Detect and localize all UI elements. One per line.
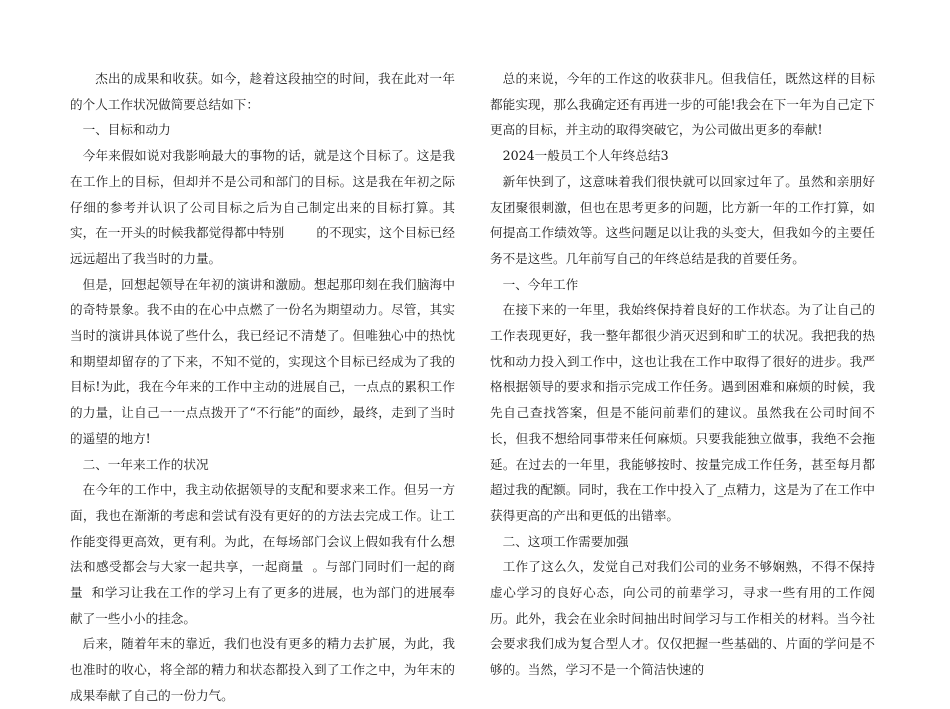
paragraph: 今年来假如说对我影响最大的事物的话，就是这个目标了。这是我在工作上的目标，但却并不是公司和部门的目标。这是我在年初之际仔细的参考并认识了公司目标之后为自己制定出来的目标打算。其实，在一开头的时候我都觉得都中特别 的不现实，这个目标已经远远超出了我当时的力量。 <box>70 148 455 266</box>
section-heading: 二、这项工作需要加强 <box>502 533 629 549</box>
paragraph: 工作了这么久，发觉自己对我们公司的业务不够娴熟，不得不保持虚心学习的良好心态，向公司的前辈学习，寻求一些有用的工作阅历。此外，我会在业余时间抽出时间学习与工作相关的材料。当今社会要求我们成为复合型人才。仅仅把握一些基础的、片面的学问是不够的。当然，学习不是一个简洁快速的 <box>490 559 875 678</box>
right-column <box>490 66 875 683</box>
paragraph: 在今年的工作中，我主动依据领导的支配和要求来工作。但另一方面，我也在渐渐的考虑和尝试有没有更好的的方法去完成工作。让工作能变得更高效，更有利。为此，在每场部门会议上假如我有什么想法和感受都会与大家一起共享，一起商量 。与部门同时们一起的商量 和学习让我在工作的学习上有了更多的进展，也为部门的进展奉献了一些小小的挂念。 <box>70 482 455 626</box>
section-heading: 一、今年工作 <box>502 276 579 292</box>
paragraph: 总的来说，今年的工作这的收获非凡。但我信任，既然这样的目标都能实现，那么我确定还有再进一步的可能!我会在下一年为自己定下更高的目标，并主动的取得突破它，为公司做出更多的奉献! <box>490 71 875 138</box>
paragraph: 杰出的成果和收获。如今，趁着这段抽空的时间，我在此对一年的个人工作状况做简要总结如下： <box>70 71 455 112</box>
document-title: 2024一般员工个人年终总结3 <box>502 148 669 164</box>
paragraph: 后来，随着年末的靠近，我们也没有更多的精力去扩展，为此，我也准时的收心，将全部的精力和状态都投入到了工作之中，为年末的成果奉献了自己的一份力气。 <box>70 636 455 703</box>
left-column <box>70 66 455 709</box>
paragraph: 但是，回想起领导在年初的演讲和激励。想起那印刻在我们脑海中的奇特景象。我不由的在心中点燃了一份名为期望动力。尽管，其实当时的演讲具体说了些什么，我已经记不清楚了。但唯独心中的热忱和期望却留存的了下来，不知不觉的，实现这个目标已经成为了我的目标!为此，我在今年来的工作中主动的进展自己，一点点的累积工作的力量，让自己一一点点拨开了“不行能”的面纱，最终，走到了当时的遥望的地方! <box>70 276 455 446</box>
paragraph: 在接下来的一年里，我始终保持着良好的工作状态。为了让自己的工作表现更好，我一整年都很少消灭迟到和旷工的状况。我把我的热忱和动力投入到工作中，这也让我在工作中取得了很好的进步。我严格根据领导的要求和指示完成工作任务。遇到困难和麻烦的时候，我先自己查找答案，但是不能问前辈们的建议。虽然我在公司时间不长，但我不想给同事带来任何麻烦。只要我能独立做事，我绝不会拖延。在过去的一年里，我能够按时、按量完成工作任务，甚至每月都超过我的配额。同时，我在工作中投入了_点精力，这是为了在工作中获得更高的产出和更低的出错率。 <box>490 302 875 523</box>
section-heading: 一、目标和动力 <box>82 122 171 138</box>
section-heading: 二、一年来工作的状况 <box>82 456 209 472</box>
paragraph: 新年快到了，这意味着我们很快就可以回家过年了。虽然和亲朋好友团聚很刺激，但也在思考更多的问题，比方新一年的工作打算，如何提高工作绩效等。这些问题足以让我的头变大，但我如今的主要任务不是这些。几年前写自己的年终总结是我的首要任务。 <box>490 173 875 266</box>
